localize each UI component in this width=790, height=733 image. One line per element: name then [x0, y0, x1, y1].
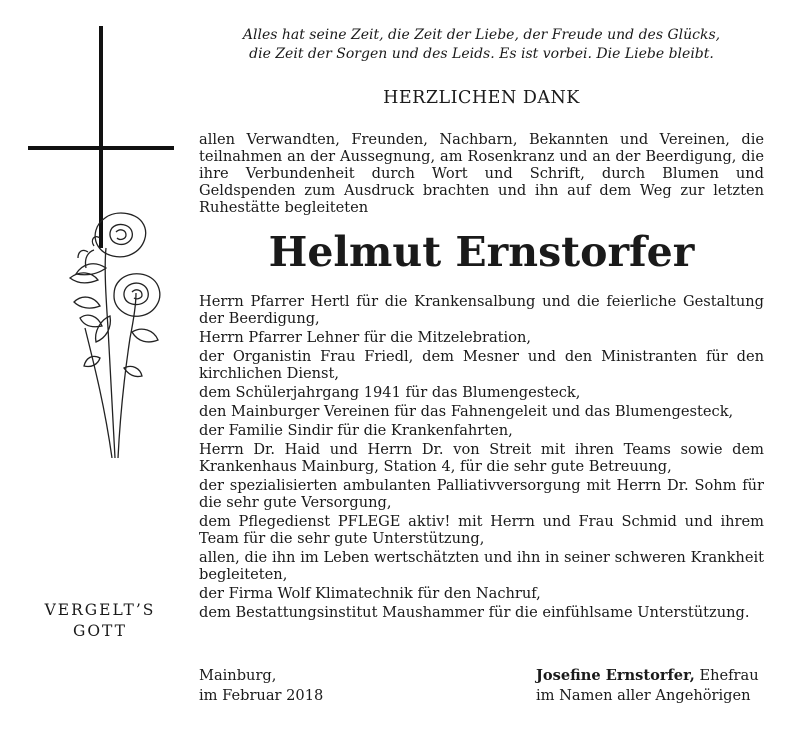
deceased-name: Helmut Ernstorfer [268, 228, 695, 276]
list-item: dem Pflegedienst PFLEGE aktiv! mit Herrn und Frau Schmid und ihrem Team für die sehr gute Unterstützung, [199, 513, 764, 547]
place-date [199, 666, 439, 706]
vergelts-line1: VERGELT’S [44, 601, 156, 619]
signature-name: Josefine Ernstorfer, [536, 667, 695, 684]
list-item: den Mainburger Vereinen für das Fahnengeleit und das Blumengesteck, [199, 403, 734, 420]
list-item: Herrn Pfarrer Lehner für die Mitzelebration, [199, 329, 532, 346]
place-line2: im Februar 2018 [199, 687, 324, 704]
page-title: HERZLICHEN DANK [383, 88, 580, 108]
list-item: dem Bestattungsinstitut Maushammer für die einfühlsame Unterstützung. [199, 604, 750, 621]
list-item: der Familie Sindir für die Krankenfahrten, [199, 422, 513, 439]
list-item: der spezialisierten ambulanten Palliativversorgung mit Herrn Dr. Sohm für die sehr gute Versorgung, [199, 477, 764, 511]
signature-line1 [536, 666, 764, 686]
list-item: Herrn Pfarrer Hertl für die Krankensalbung und die feierliche Gestaltung der Beerdigung, [199, 293, 764, 327]
thanks-list [199, 293, 764, 623]
intro-text: allen Verwandten, Freunden, Nachbarn, Bekannten und Vereinen, die teilnahmen an der Aussegnung, am Rosenkranz und an der Beerdigung, die ihre Verbundenheit durch Wort und Schrift, durch Blumen und Geldspenden zum Ausdruck brachten und ihn auf dem Weg zur letzten Ruhestätte begleiteten [199, 131, 764, 216]
roses-icon [60, 208, 170, 458]
left-column [0, 0, 190, 733]
vergelts-line2: GOTT [72, 622, 128, 640]
signature-role: Ehefrau [694, 667, 759, 684]
motto [199, 26, 764, 64]
list-item: Herrn Dr. Haid und Herrn Dr. von Streit mit ihren Teams sowie dem Krankenhaus Mainburg, Station 4, für die sehr gute Betreuung, [199, 441, 764, 475]
signature-line2: im Namen aller Angehörigen [536, 687, 751, 704]
signature [536, 666, 764, 706]
place-line1: Mainburg, [199, 667, 277, 684]
vergelts-gott [20, 600, 180, 642]
list-item: dem Schülerjahrgang 1941 für das Blumengesteck, [199, 384, 581, 401]
list-item: der Firma Wolf Klimatechnik für den Nachruf, [199, 585, 541, 602]
motto-line1: Alles hat seine Zeit, die Zeit der Liebe, der Freude und des Glücks, [242, 27, 721, 43]
list-item: der Organistin Frau Friedl, dem Mesner und den Ministranten für den kirchlichen Dienst, [199, 348, 764, 382]
cross-bar [28, 146, 174, 150]
list-item: allen, die ihn im Leben wertschätzten und ihn in seiner schweren Krankheit begleiteten, [199, 549, 764, 583]
motto-line2: die Zeit der Sorgen und des Leids. Es ist vorbei. Die Liebe bleibt. [249, 46, 714, 62]
